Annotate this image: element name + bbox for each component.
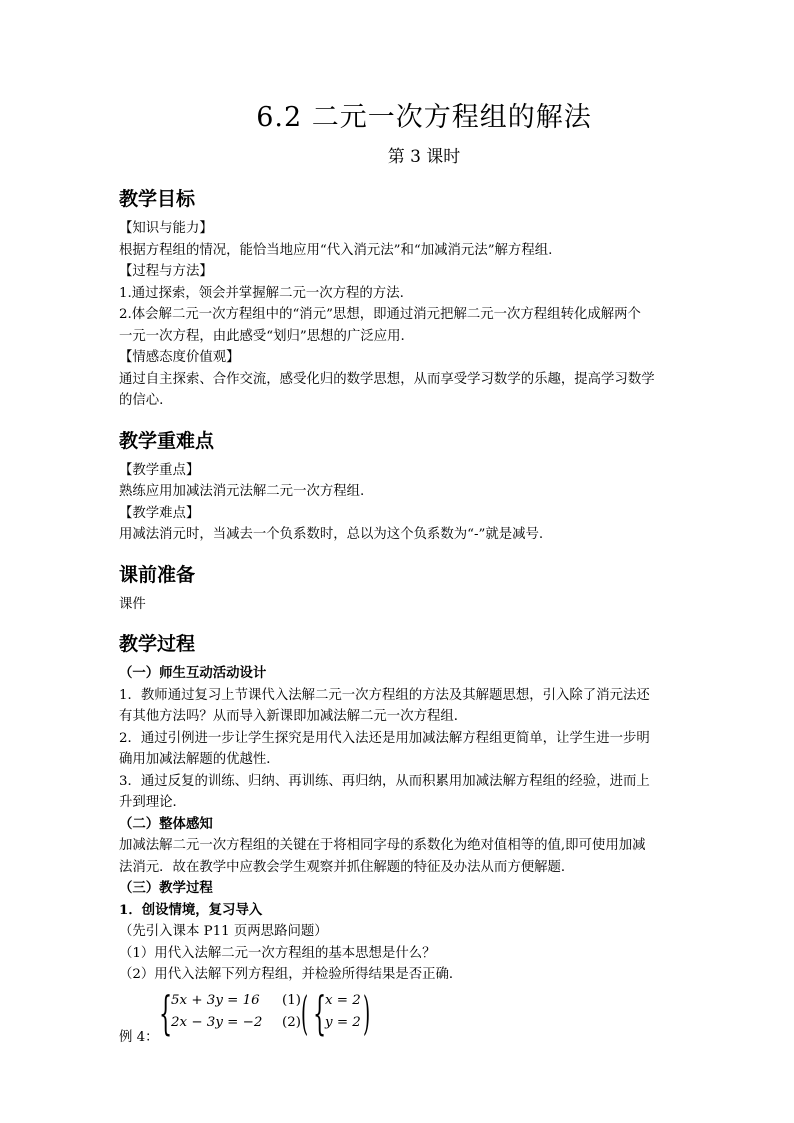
goals-values-label: 【情感态度价值观】 — [119, 350, 240, 365]
left-brace: { — [159, 985, 173, 1040]
document-content — [119, 98, 679, 1045]
prep-text: 课件 — [119, 596, 146, 612]
keypoints-diff-label: 【教学难点】 — [119, 505, 200, 521]
page-subtitle: 第 3 课时 — [387, 147, 461, 167]
process-p3a: 3．通过反复的训练、归纳、再训练、再归纳，从而积累用加减法解方程组的经验，进而上 — [119, 773, 650, 789]
keypoints-key-label: 【教学重点】 — [119, 462, 200, 478]
process-p1b: 有其他方法吗？从而导入新课即加减法解二元一次方程组． — [119, 709, 468, 724]
solution-x: x = 2 — [325, 992, 361, 1008]
page-title: 6.2 二元一次方程组的解法 — [256, 102, 592, 133]
left-paren: ( — [301, 985, 309, 1040]
goals-method-label: 【过程与方法】 — [119, 264, 213, 279]
process-p4b: 法消元．故在教学中应教会学生观察并抓住解题的特征及办法从而方便解题． — [119, 859, 575, 875]
process-q1: （1）用代入法解二元一次方程组的基本思想是什么？ — [119, 945, 436, 961]
goals-values-b: 的信心. — [119, 393, 164, 408]
right-paren: ) — [363, 985, 371, 1040]
goals-method-2b: 一元一次方程，由此感受“划归”思想的广泛应用. — [119, 328, 405, 344]
example-equation-block — [119, 985, 679, 1045]
process-q2: （2）用代入法解下列方程组，并检验所得结果是否正确． — [119, 967, 463, 982]
equation-system — [159, 985, 379, 1040]
process-sub-3: （三）教学过程 — [119, 880, 213, 896]
example-label: 例 4： — [119, 1029, 159, 1045]
solution-brace: { — [313, 985, 327, 1040]
goals-method-2a: 2.体会解二元一次方程组中的“消元”思想，即通过消元把解二元一次方程组转化成解两个 — [119, 307, 641, 322]
process-p5: （先引入课本 P11 页两思路问题） — [119, 924, 328, 939]
process-p4a: 加减法解二元一次方程组的关键在于将相同字母的系数化为绝对值相等的值,即可使用加减 — [119, 838, 646, 853]
process-p2b: 确用加减法解题的优越性． — [119, 752, 280, 767]
goals-method-1: 1.通过探索，领会并掌握解二元一次方程的方法. — [119, 285, 404, 301]
equation-tag-1: (1) — [282, 992, 301, 1008]
equation-1: 5x + 3y = 16 — [171, 992, 260, 1008]
section-heading-goals: 教学目标 — [119, 188, 196, 210]
process-p1a: 1．教师通过复习上节课代入法解二元一次方程组的方法及其解题思想，引入除了消元法还 — [119, 687, 650, 703]
process-sub-3-1: 1．创设情境，复习导入 — [119, 901, 263, 918]
section-heading-process: 教学过程 — [119, 633, 196, 655]
goals-knowledge-label: 【知识与能力】 — [119, 221, 213, 236]
keypoints-diff-text: 用减法消元时，当减去一个负系数时，总以为这个负系数为“-”就是减号. — [119, 527, 544, 542]
solution-y: y = 2 — [325, 1014, 361, 1030]
process-p3b: 升到理论． — [119, 795, 186, 810]
section-heading-prep: 课前准备 — [119, 563, 196, 586]
keypoints-key-text: 熟练应用加减法消元法解二元一次方程组. — [119, 484, 365, 499]
goals-values-a: 通过自主探索、合作交流，感受化归的数学思想，从而享受学习数学的乐趣，提高学习数学 — [119, 371, 655, 387]
goals-knowledge-text: 根据方程组的情况，能恰当地应用“代入消元法”和“加减消元法”解方程组. — [119, 242, 553, 258]
equation-2: 2x − 3y = −2 — [171, 1014, 263, 1030]
section-heading-keypoints: 教学重难点 — [119, 429, 215, 452]
process-p2a: 2．通过引例进一步让学生探究是用代入法还是用加减法解方程组更简单，让学生进一步明 — [119, 730, 650, 746]
process-sub-1: （一）师生互动活动设计 — [119, 665, 267, 681]
equation-tag-2: (2) — [282, 1014, 301, 1030]
process-sub-2: （二）整体感知 — [119, 815, 213, 832]
